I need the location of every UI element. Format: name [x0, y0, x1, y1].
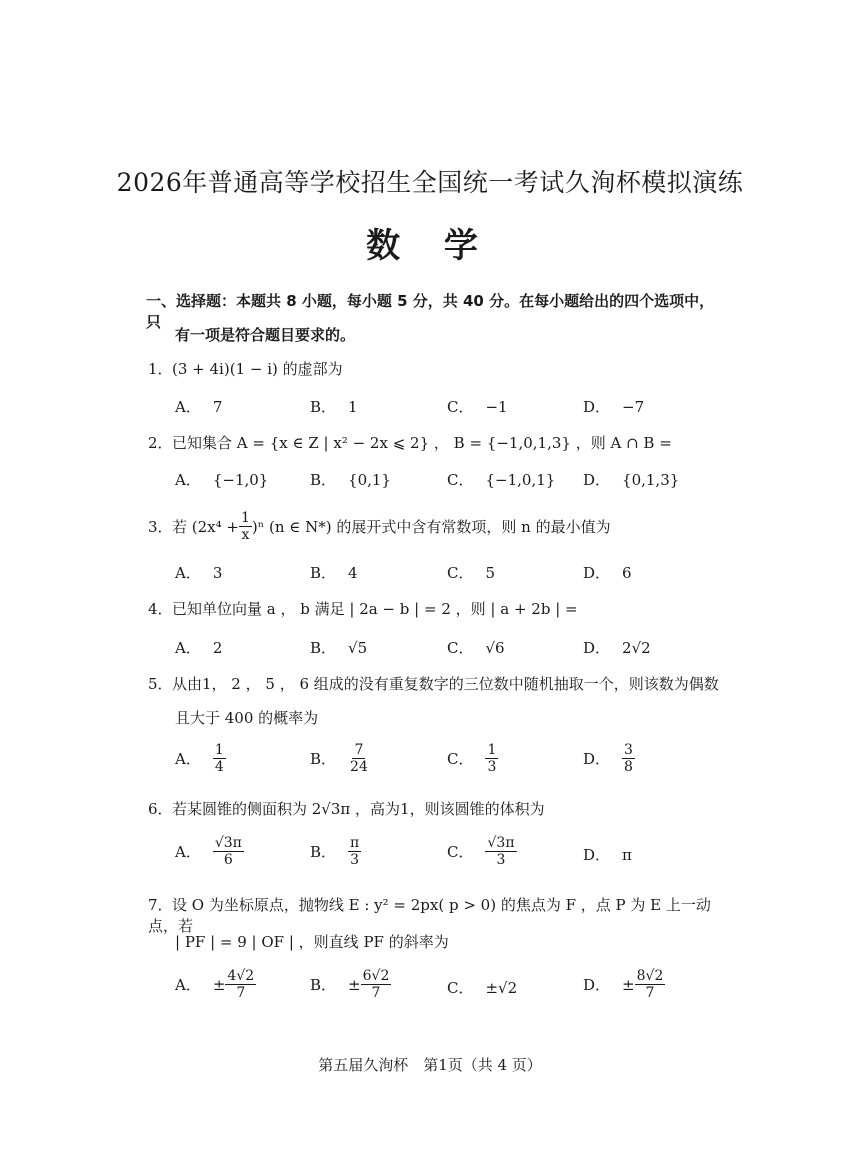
exam-title: 2026年普通高等学校招生全国统一考试久洵杯模拟演练 — [116, 168, 744, 197]
option-a: A． $\frac{1}{4}$ — [175, 742, 224, 776]
fraction: $\frac{\pi}{3}$ — [350, 835, 360, 869]
option-b: B． 1 — [310, 397, 358, 416]
question-number: 5． — [148, 675, 173, 693]
option-b: B． √5 — [310, 638, 368, 657]
option-d: D． −7 — [583, 397, 645, 416]
fraction: $\frac{√3\pi}{3}$ — [487, 835, 515, 869]
option-c: C． ±√2 — [447, 978, 518, 997]
question-6-options — [175, 835, 735, 875]
option-d: D． ± $\frac{8√2}{7}$ — [583, 968, 664, 1002]
option-d: D． 2√2 — [583, 638, 651, 657]
question-4-options — [175, 637, 735, 677]
option-b: B． ± $\frac{6√2}{7}$ — [310, 968, 390, 1002]
option-a: A． {−1,0} — [175, 470, 269, 489]
question-5-options — [175, 742, 735, 782]
option-c: C． $\frac{1}{3}$ — [447, 742, 497, 776]
question-5 — [148, 673, 738, 694]
option-d: D． 6 — [583, 563, 632, 582]
question-text: (3 + 4i)(1 − i) 的虚部为 — [172, 360, 343, 378]
question-1 — [148, 358, 738, 379]
option-c: C． 5 — [447, 563, 496, 582]
option-a: A． $\frac{√3\pi}{6}$ — [175, 835, 242, 869]
question-7 — [148, 894, 738, 936]
option-a: A． 7 — [175, 397, 223, 416]
option-a: A． 2 — [175, 638, 223, 657]
question-3-options — [175, 562, 735, 602]
fraction: $\frac{√3\pi}{6}$ — [214, 835, 242, 869]
option-d: D． π — [583, 845, 632, 864]
question-text-pre: 若 (2x⁴ + — [172, 518, 239, 537]
question-5-line2: 且大于 400 的概率为 — [175, 709, 319, 727]
question-text: 设 O 为坐标原点，抛物线 E : y² = 2px( p > 0) 的焦点为 F ，点 P 为 E 上一动点，若 — [148, 896, 711, 935]
option-a: A． ± $\frac{4√2}{7}$ — [175, 968, 255, 1002]
question-6 — [148, 798, 738, 819]
question-2 — [148, 432, 738, 453]
question-4 — [148, 598, 738, 619]
option-c: C． {−1,0,1} — [447, 470, 556, 489]
fraction: $\frac{1}{4}$ — [214, 742, 224, 776]
subject-title: 数 学 — [366, 226, 494, 266]
option-c: C． −1 — [447, 397, 508, 416]
question-3 — [148, 510, 738, 543]
option-c: C． √6 — [447, 638, 505, 657]
question-number: 6． — [148, 800, 173, 818]
option-a: A． 3 — [175, 563, 223, 582]
question-2-options — [175, 469, 735, 509]
fraction: $\frac{6√2}{7}$ — [362, 968, 390, 1002]
question-text: 若某圆锥的侧面积为 2√3π ，高为1，则该圆锥的体积为 — [172, 800, 545, 818]
option-c: C． $\frac{√3\pi}{3}$ — [447, 835, 515, 869]
option-b: B． {0,1} — [310, 470, 391, 489]
fraction: $\frac{3}{8}$ — [624, 742, 633, 776]
question-text: 已知单位向量 a ， b 满足 | 2a − b | = 2 ，则 | a + 2b | = — [172, 600, 578, 618]
fraction: $\frac{1}{x}$ — [240, 510, 250, 544]
option-b: B． $\frac{\pi}{3}$ — [310, 835, 360, 869]
question-number: 2． — [148, 434, 173, 452]
question-number: 4． — [148, 600, 173, 618]
fraction: $\frac{8√2}{7}$ — [636, 968, 664, 1002]
page-footer: 第五届久洵杯 第1页（共 4 页） — [318, 1056, 542, 1074]
fraction: $\frac{1}{3}$ — [487, 742, 497, 776]
question-text: 从由1， 2 ， 5 ， 6 组成的没有重复数字的三位数中随机抽取一个，则该数为偶数 — [172, 675, 719, 693]
section-instructions-line2: 有一项是符合题目要求的。 — [175, 326, 356, 344]
question-number: 3． — [148, 518, 173, 537]
question-number: 1． — [148, 360, 173, 378]
option-d: D． {0,1,3} — [583, 470, 680, 489]
question-number: 7． — [148, 896, 173, 914]
option-d: D． $\frac{3}{8}$ — [583, 742, 633, 776]
fraction: $\frac{7}{24}$ — [350, 742, 368, 776]
question-text-post: )ⁿ (n ∈ N*) 的展开式中含有常数项，则 n 的最小值为 — [251, 518, 611, 537]
question-7-options — [175, 968, 735, 1008]
section-instructions-line1: 一、选择题：本题共 8 小题，每小题 5 分，共 40 分。在每小题给出的四个选项中，只 — [146, 292, 715, 331]
option-b: B． $\frac{7}{24}$ — [310, 742, 368, 776]
fraction: $\frac{4√2}{7}$ — [227, 968, 255, 1002]
option-b: B． 4 — [310, 563, 358, 582]
question-text: 已知集合 A = {x ∈ Z | x² − 2x ⩽ 2} ， B = {−1,0,1,3} ，则 A ∩ B = — [172, 434, 672, 452]
question-7-line2: | PF | = 9 | OF | ，则直线 PF 的斜率为 — [175, 933, 449, 951]
question-1-options — [175, 396, 735, 436]
